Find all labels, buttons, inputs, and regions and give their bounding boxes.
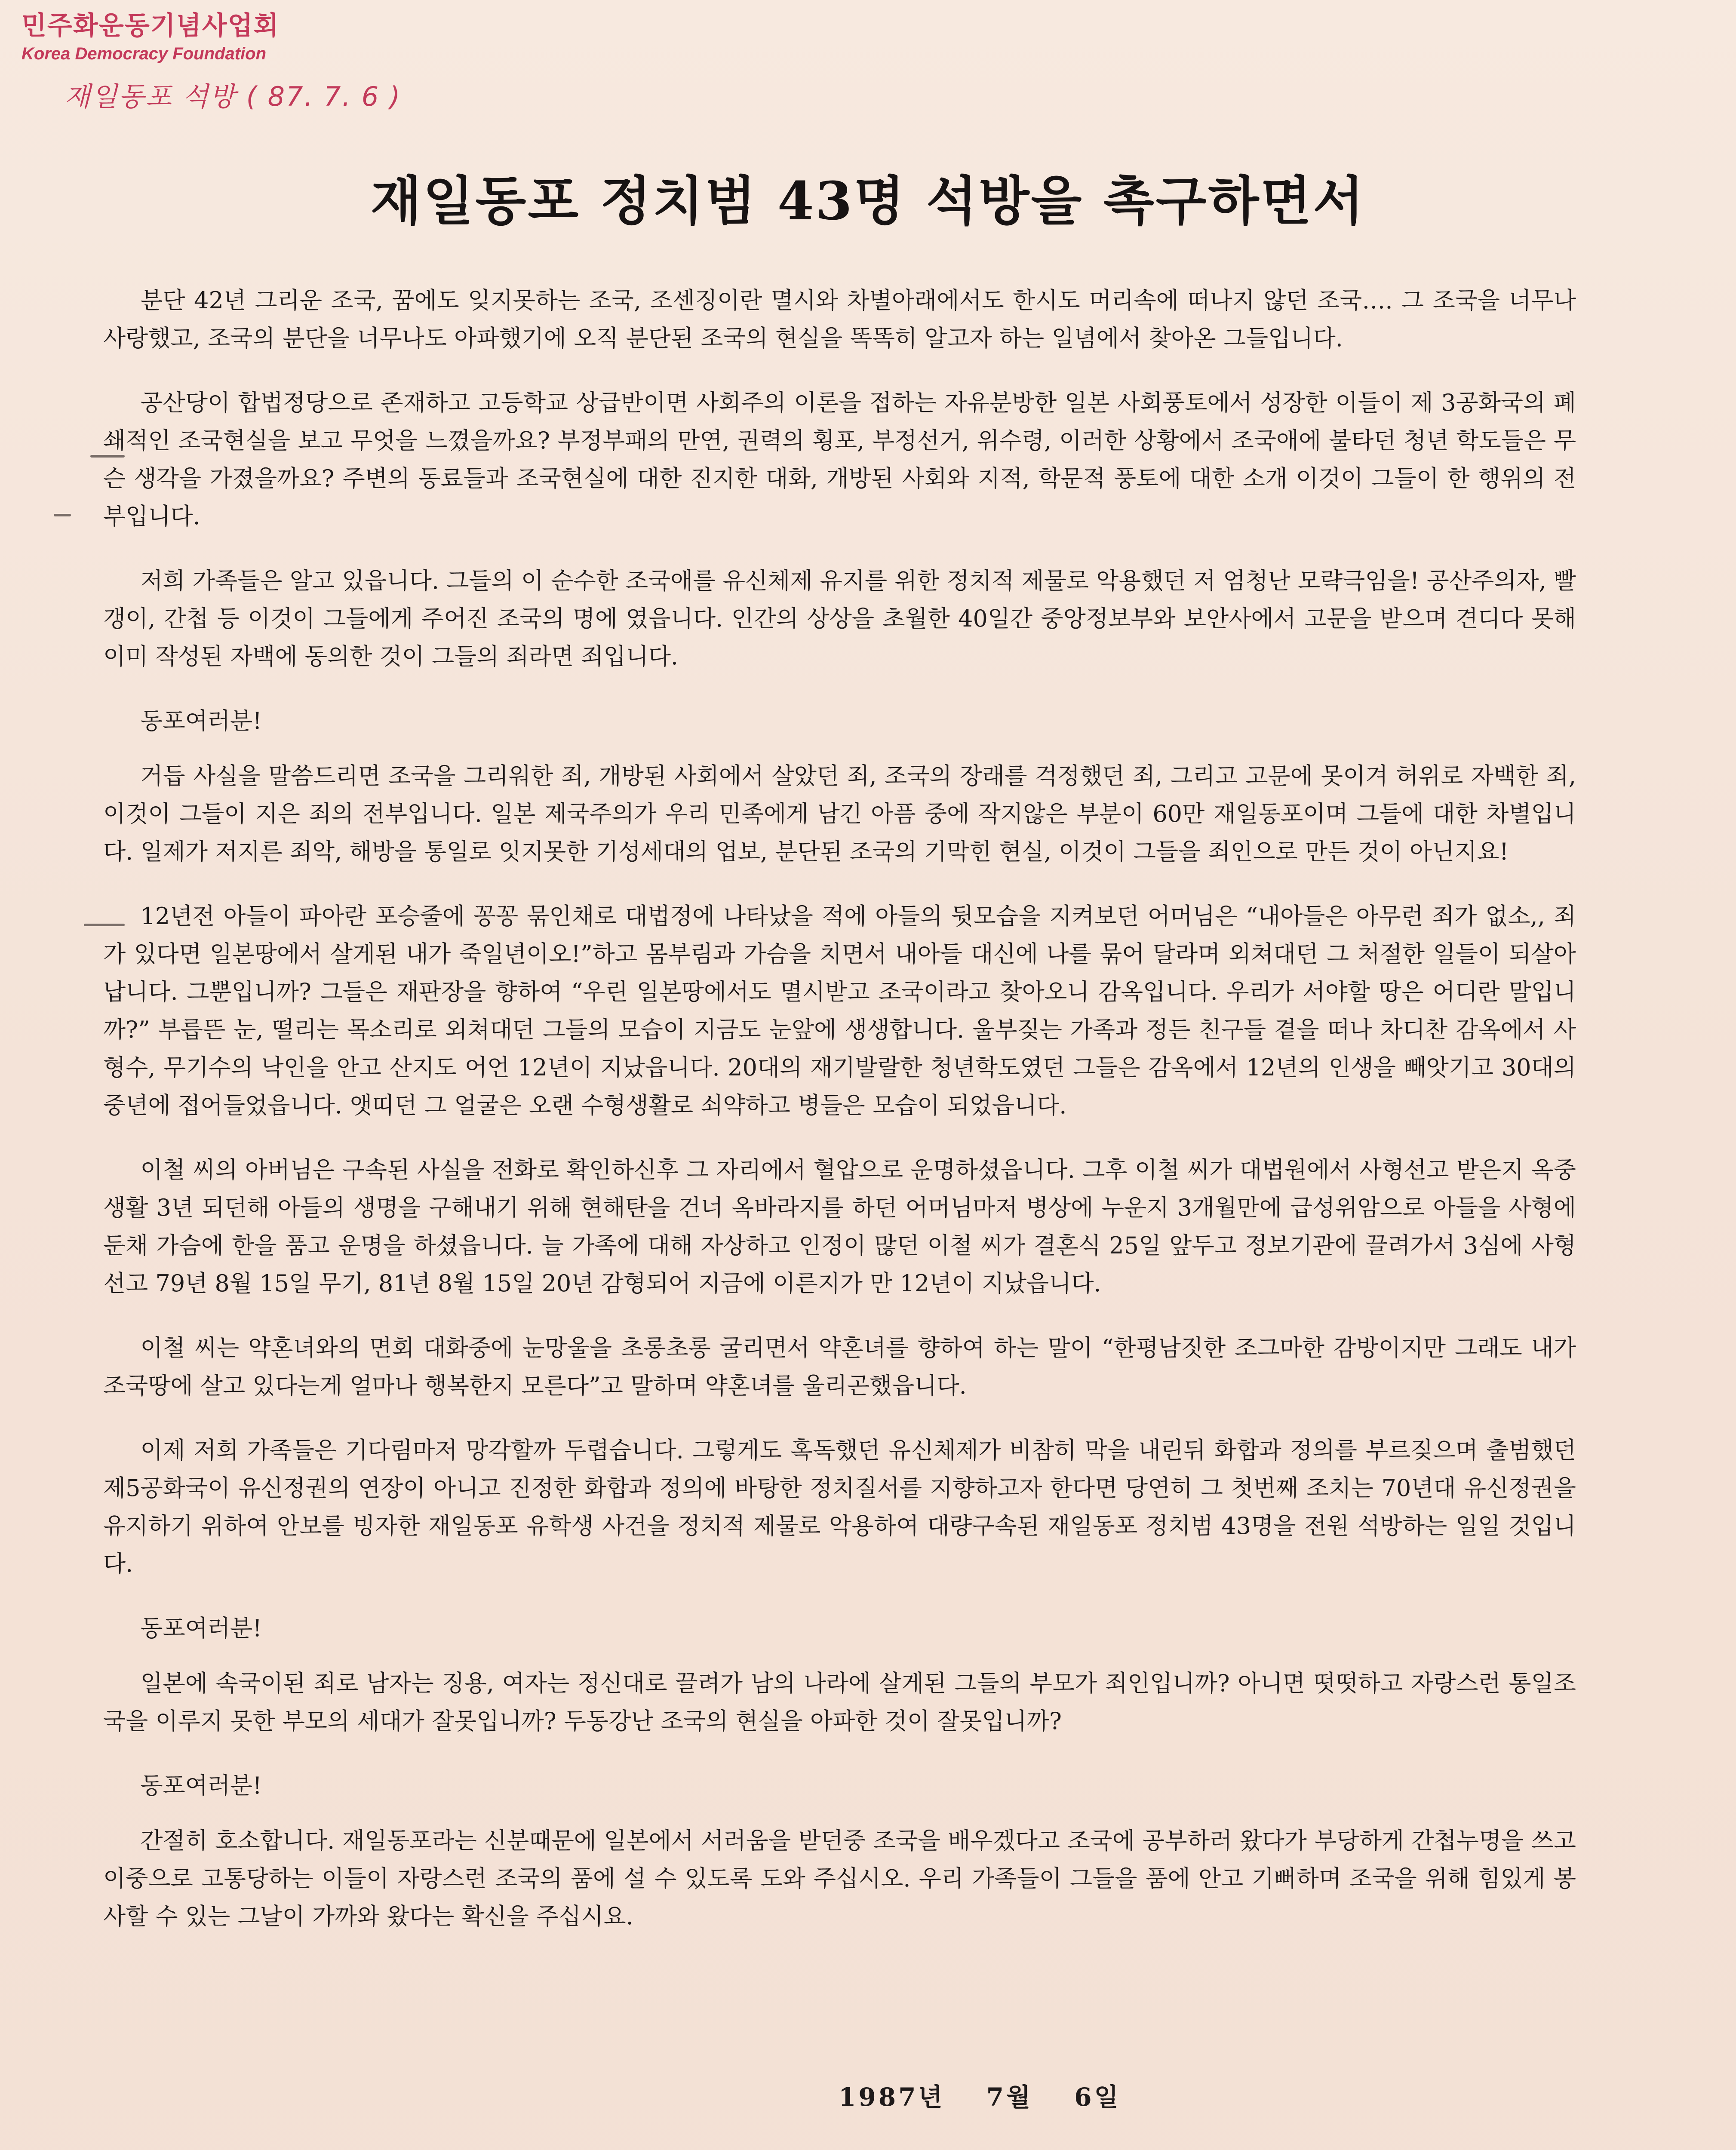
archive-stamp — [22, 9, 331, 64]
paragraph: 저희 가족들은 알고 있읍니다. 그들의 이 순수한 조국애를 유신체제 유지를 위한 정치적 제물로 악용했던 저 엄청난 모략극임을! 공산주의자, 빨갱이, 간첩 등 이것이 그들에게 주어진 조국의 명에 였읍니다. 인간의 상상을 초월한 40일간 중앙정보부와 보안사에서 고문을 받으며 견디다 못해 이미 작성된 자백에 동의한 것이 그들의 죄라면 죄입니다. — [103, 567, 1576, 670]
greeting-line: 동포여러분! — [140, 707, 262, 734]
greeting-line: 동포여러분! — [140, 1772, 262, 1799]
document-title: 재일동포 정치범 43명 석방을 촉구하면서 — [370, 170, 1366, 232]
paragraph: 이제 저희 가족들은 기다림마저 망각할까 두렵습니다. 그렇게도 혹독했던 유신체제가 비참히 막을 내린뒤 화합과 정의를 부르짖으며 출범했던 제5공화국이 유신정권의 연장이 아니고 진정한 화합과 정의에 바탕한 정치질서를 지향하고자 한다면 당연히 그 첫번째 조치는 70년대 유신정권을 유지하기 위하여 안보를 빙자한 재일동포 유학생 사건을 정치적 제물로 악용하여 대량구속된 재일동포 정치범 43명을 전원 석방하는 일일 것입니다. — [103, 1437, 1576, 1577]
paragraph: 공산당이 합법정당으로 존재하고 고등학교 상급반이면 사회주의 이론을 접하는 자유분방한 일본 사회풍토에서 성장한 이들이 제 3공화국의 폐쇄적인 조국현실을 보고 무엇을 느꼈을까요? 부정부패의 만연, 권력의 횡포, 부정선거, 위수령, 이러한 상황에서 조국애에 불타던 청년 학도들은 무슨 생각을 가졌을까요? 주변의 동료들과 조국현실에 대한 진지한 대화, 개방된 사회와 지적, 학문적 풍토에 대한 소개 이것이 그들이 한 행위의 전부입니다. — [103, 389, 1576, 530]
stamp-organization-english: Korea Democracy Foundation — [22, 44, 267, 63]
handwritten-note: 재일동포 석방 ( 87. 7. 6 ) — [65, 81, 402, 112]
paragraph: 분단 42년 그리운 조국, 꿈에도 잊지못하는 조국, 조센징이란 멸시와 차별아래에서도 한시도 머리속에 떠나지 않던 조국…. 그 조국을 너무나 사랑했고, 조국의 분단을 너무나도 아파했기에 오직 분단된 조국의 현실을 똑똑히 알고자 하는 일념에서 찾아온 그들입니다. — [103, 287, 1576, 352]
document-body — [103, 282, 1576, 1962]
document-date: 1987년 7월 6일 — [839, 2082, 1121, 2112]
paragraph: 이철 씨는 약혼녀와의 면회 대화중에 눈망울을 초롱초롱 굴리면서 약혼녀를 향하여 하는 말이 “한평남짓한 조그마한 감방이지만 그래도 내가 조국땅에 살고 있다는게 얼마나 행복한지 모른다”고 말하며 약혼녀를 울리곤했읍니다. — [103, 1334, 1576, 1399]
paragraph: 거듭 사실을 말씀드리면 조국을 그리워한 죄, 개방된 사회에서 살았던 죄, 조국의 장래를 걱정했던 죄, 그리고 고문에 못이겨 허위로 자백한 죄, 이것이 그들이 지은 죄의 전부입니다. 일본 제국주의가 우리 민족에게 남긴 아픔 중에 작지않은 부분이 60만 재일동포이며 그들에 대한 차별입니다. 일제가 저지른 죄악, 해방을 통일로 잇지못한 기성세대의 업보, 분단된 조국의 기막힌 현실, 이것이 그들을 죄인으로 만든 것이 아닌지요! — [103, 762, 1576, 865]
greeting-line: 동포여러분! — [140, 1615, 262, 1642]
paragraph: 간절히 호소합니다. 재일동포라는 신분때문에 일본에서 서러움을 받던중 조국을 배우겠다고 조국에 공부하러 왔다가 부당하게 간첩누명을 쓰고 이중으로 고통당하는 이들이 자랑스런 조국의 품에 설 수 있도록 도와 주십시오. 우리 가족들이 그들을 품에 안고 기뻐하며 조국을 위해 힘있게 봉사할 수 있는 그날이 가까와 왔다는 확신을 주십시요. — [103, 1827, 1576, 1930]
stamp-organization-korean: 민주화운동기념사업회 — [22, 11, 280, 41]
paragraph: 12년전 아들이 파아란 포승줄에 꽁꽁 묶인채로 대법정에 나타났을 적에 아들의 뒷모습을 지켜보던 어머님은 “내아들은 아무런 죄가 없소,, 죄가 있다면 일본땅에서 살게된 내가 죽일년이오!”하고 몸부림과 가슴을 치면서 내아들 대신에 나를 묶어 달라며 외쳐대던 그 처절한 일들이 되살아납니다. 그뿐입니까? 그들은 재판장을 향하여 “우린 일본땅에서도 멸시받고 조국이라고 찾아오니 감옥입니다. 우리가 서야할 땅은 어디란 말입니까?” 부릅뜬 눈, 떨리는 목소리로 외쳐대던 그들의 모습이 지금도 눈앞에 생생합니다. 울부짖는 가족과 정든 친구들 곁을 떠나 차디찬 감옥에서 사형수, 무기수의 낙인을 안고 산지도 어언 12년이 지났읍니다. 20대의 재기발랄한 청년학도였던 그들은 감옥에서 12년의 인생을 빼앗기고 30대의 중년에 접어들었읍니다. 앳띠던 그 얼굴은 오랜 수형생활로 쇠약하고 병들은 모습이 되었읍니다. — [103, 903, 1576, 1119]
paragraph: 이철 씨의 아버님은 구속된 사실을 전화로 확인하신후 그 자리에서 혈압으로 운명하셨읍니다. 그후 이철 씨가 대법원에서 사형선고 받은지 옥중생활 3년 되던해 아들의 생명을 구해내기 위해 현해탄을 건너 옥바라지를 하던 어머님마저 병상에 누운지 3개월만에 급성위암으로 아들을 사형에 둔채 가슴에 한을 품고 운명을 하셨읍니다. 늘 가족에 대해 자상하고 인정이 많던 이철 씨가 결혼식 25일 앞두고 정보기관에 끌려가서 3심에 사형선고 79년 8월 15일 무기, 81년 8월 15일 20년 감형되어 지금에 이른지가 만 12년이 지났읍니다. — [103, 1156, 1576, 1297]
paragraph: 일본에 속국이된 죄로 남자는 징용, 여자는 정신대로 끌려가 남의 나라에 살게된 그들의 부모가 죄인입니까? 아니면 떳떳하고 자랑스런 통일조국을 이루지 못한 부모의 세대가 잘못입니까? 두동강난 조국의 현실을 아파한 것이 잘못입니까? — [103, 1670, 1576, 1735]
margin-mark — [54, 514, 71, 516]
margin-mark — [90, 455, 125, 458]
margin-mark — [84, 924, 125, 926]
